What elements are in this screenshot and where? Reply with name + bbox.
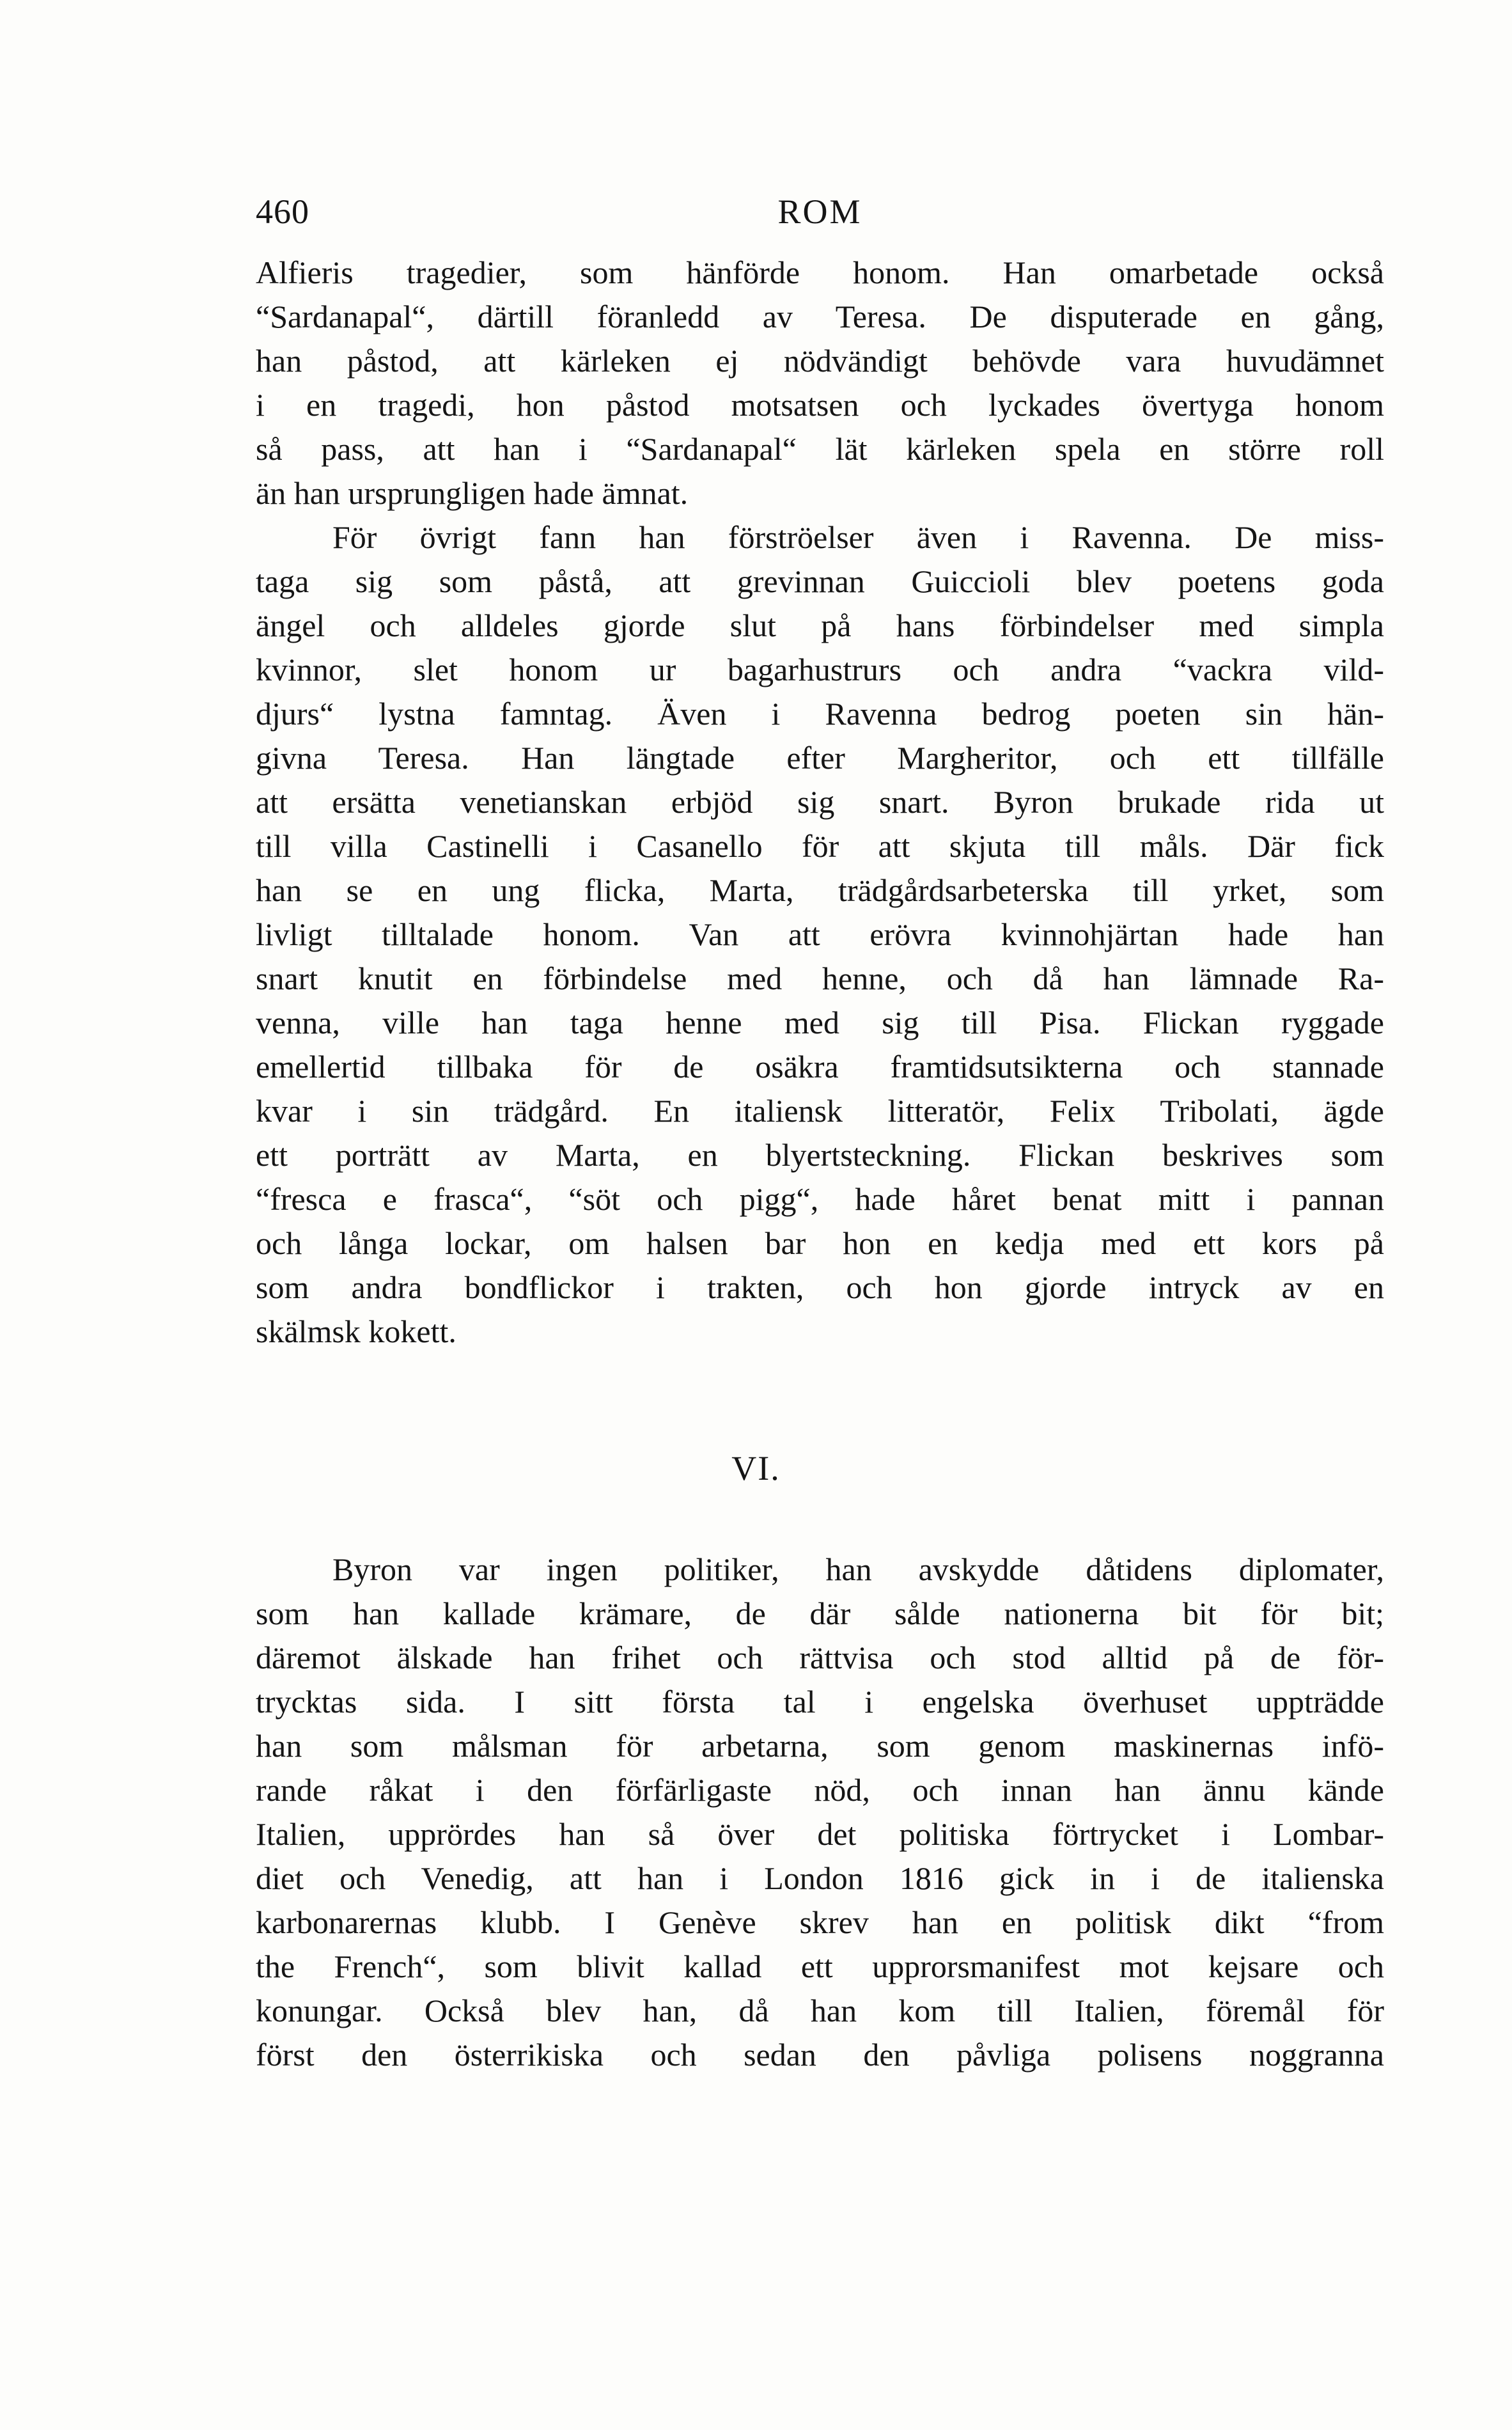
paragraph-first-line: För övrigt fann han förströelser även i Ravenna. De miss-: [332, 519, 1384, 555]
text-line: som andra bondflickor i trakten, och hon gjorde intryck av en: [256, 1269, 1384, 1305]
text-line: kvar i sin trädgård. En italiensk litteratör, Felix Tribolati, ägde: [256, 1093, 1384, 1129]
text-line: Alfieris tragedier, som hänförde honom. Han omarbetade också: [256, 255, 1384, 290]
text-line: karbonarernas klubb. I Genève skrev han en politisk dikt “from: [256, 1904, 1384, 1940]
text-line: Italien, upprördes han så över det politiska förtrycket i Lombar-: [256, 1816, 1384, 1852]
text-line: ett porträtt av Marta, en blyertsteckning. Flickan beskrives som: [256, 1137, 1384, 1173]
running-head: ROM: [777, 192, 862, 231]
text-line: kvinnor, slet honom ur bagarhustrurs och andra “vackra vild-: [256, 652, 1384, 687]
text-line: ängel och alldeles gjorde slut på hans förbindelser med simpla: [256, 608, 1384, 643]
text-line: venna, ville han taga henne med sig till Pisa. Flickan ryggade: [256, 1005, 1384, 1040]
text-line: konungar. Också blev han, då han kom till Italien, föremål för: [256, 1993, 1384, 2028]
body-text-section-2: [256, 1548, 1384, 2077]
text-line: trycktas sida. I sitt första tal i engelska överhuset uppträdde: [256, 1684, 1384, 1720]
text-line: livligt tilltalade honom. Van att erövra kvinnohjärtan hade han: [256, 916, 1384, 952]
text-line: och långa lockar, om halsen bar hon en kedja med ett kors på: [256, 1225, 1384, 1261]
text-line: snart knutit en förbindelse med henne, och då han lämnade Ra-: [256, 960, 1384, 996]
text-line: djurs“ lystna famntag. Även i Ravenna bedrog poeten sin hän-: [256, 696, 1384, 732]
text-line: som han kallade krämare, de där sålde nationerna bit för bit;: [256, 1595, 1384, 1631]
text-line: han som målsman för arbetarna, som genom maskinernas infö-: [256, 1728, 1384, 1764]
text-line: rande råkat i den förfärligaste nöd, och innan han ännu kände: [256, 1772, 1384, 1808]
text-line: “Sardanapal“, därtill föranledd av Teresa. De disputerade en gång,: [256, 299, 1384, 334]
text-line: att ersätta venetianskan erbjöd sig snart. Byron brukade rida ut: [256, 784, 1384, 820]
text-line: i en tragedi, hon påstod motsatsen och lyckades övertyga honom: [256, 387, 1384, 423]
text-line: först den österrikiska och sedan den påvliga polisens noggranna: [256, 2037, 1384, 2073]
text-line: taga sig som påstå, att grevinnan Guiccioli blev poetens goda: [256, 563, 1384, 599]
text-line: däremot älskade han frihet och rättvisa och stod alltid på de för-: [256, 1640, 1384, 1675]
text-line: än han ursprungligen hade ämnat.: [256, 475, 689, 511]
text-line: diet och Venedig, att han i London 1816 gick in i de italienska: [256, 1860, 1384, 1896]
text-line: till villa Castinelli i Casanello för att skjuta till måls. Där fick: [256, 828, 1384, 864]
body-text-section-1: [256, 251, 1384, 1354]
paragraph-first-line: Byron var ingen politiker, han avskydde dåtidens diplomater,: [332, 1551, 1384, 1587]
text-line: skälmsk kokett.: [256, 1313, 456, 1349]
page-header: [256, 192, 1384, 243]
text-line: så pass, att han i “Sardanapal“ lät kärleken spela en större roll: [256, 431, 1384, 467]
text-line: han se en ung flicka, Marta, trädgårdsarbeterska till yrket, som: [256, 872, 1384, 908]
text-line: emellertid tillbaka för de osäkra framtidsutsikterna och stannade: [256, 1049, 1384, 1085]
section-heading: VI.: [731, 1449, 781, 1487]
text-line: the French“, som blivit kallad ett upprorsmanifest mot kejsare och: [256, 1948, 1384, 1984]
page-number: 460: [256, 192, 309, 231]
text-line: “fresca e frasca“, “söt och pigg“, hade håret benat mitt i pannan: [256, 1181, 1384, 1217]
text-line: givna Teresa. Han längtade efter Margheritor, och ett tillfälle: [256, 740, 1384, 776]
text-line: han påstod, att kärleken ej nödvändigt behövde vara huvudämnet: [256, 343, 1384, 379]
